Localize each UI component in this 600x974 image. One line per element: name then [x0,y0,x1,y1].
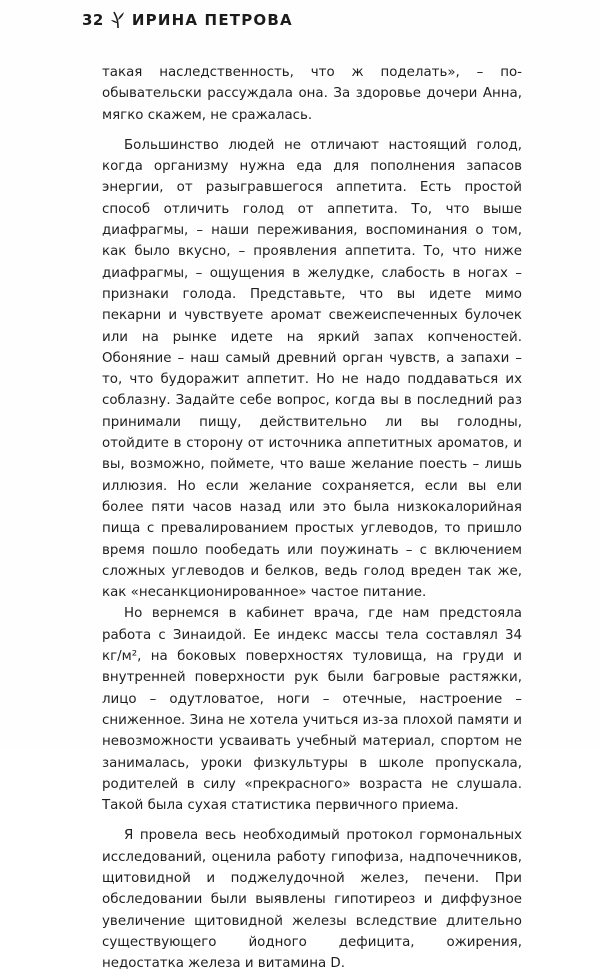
paragraph-4: Я провела весь необходимый протокол гормональных исследований, оценила работу гипофиза, надпочечников, щитовидной и поджелудочной желез, печени. При обследовании были выявлены гипотиреоз и диффузное увеличение щитовидной железы вследствие длительно существующего йодного дефицита, ожирения, недостатка железа и витамина D. [102,828,522,972]
body-text [102,62,522,974]
paragraph-2: Большинство людей не отличают настоящий голод, когда организму нужна еда для пополнения запасов энергии, от разыгравшегося аппетита. Есть простой способ отличить голод от аппетита. То, что выше диафрагмы, – наши переживания, воспоминания о том, как было вкусно, – проявления аппетита. То, что ниже диафрагмы, – ощущения в желудке, слабость в ногах – признаки голода. Представьте, что вы идете мимо пекарни и чувствуете аромат свежеиспеченных булочек или на рынке идете на яркий запах копченостей. Обоняние – наш самый древний орган чувств, а запахи – то, что будоражит аппетит. Но не надо поддаваться их соблазну. Задайте себе вопрос, когда вы в последний раз принимали пищу, действительно ли вы голодны, отойдите в сторону от источника аппетитных ароматов, и вы, возможно, поймете, что ваше желание поесть – лишь иллюзия. Но если желание сохраняется, если вы ели более пяти часов назад или это была низкокалорийная пища с превалированием простых углеводов, то пришло время пошло пообедать или поужинать – с включением сложных углеводов и белков, ведь голод вреден так же, как «несанкционированное» частое питание. [102,137,522,601]
author-name: ИРИНА ПЕТРОВА [131,11,293,29]
page-number: 32 [82,11,104,29]
paragraph-3: Но вернемся в кабинет врача, где нам предстояла работа с Зинаидой. Ее индекс массы тела составлял 34 кг/м², на боковых поверхностях туловища, на груди и внутренней поверхности рук были багровые растяжки, лицо – одутловатое, ноги – отечные, настроение – сниженное. Зина не хотела учиться из-за плохой памяти и невозможности усваивать учебный материал, спортом не занималась, уроки физкультуры в школе пропускала, родителей в силу «прекрасного» возраста не слушала. Такой была сухая статистика первичного приема. [102,606,522,814]
paragraph-1: такая наследственность, что ж поделать», – по-обывательски рассуждала она. За здоровье дочери Анна, мягко скажем, не сражалась. [102,65,522,123]
leaf-ornament-icon [110,10,126,30]
running-head [82,10,293,30]
